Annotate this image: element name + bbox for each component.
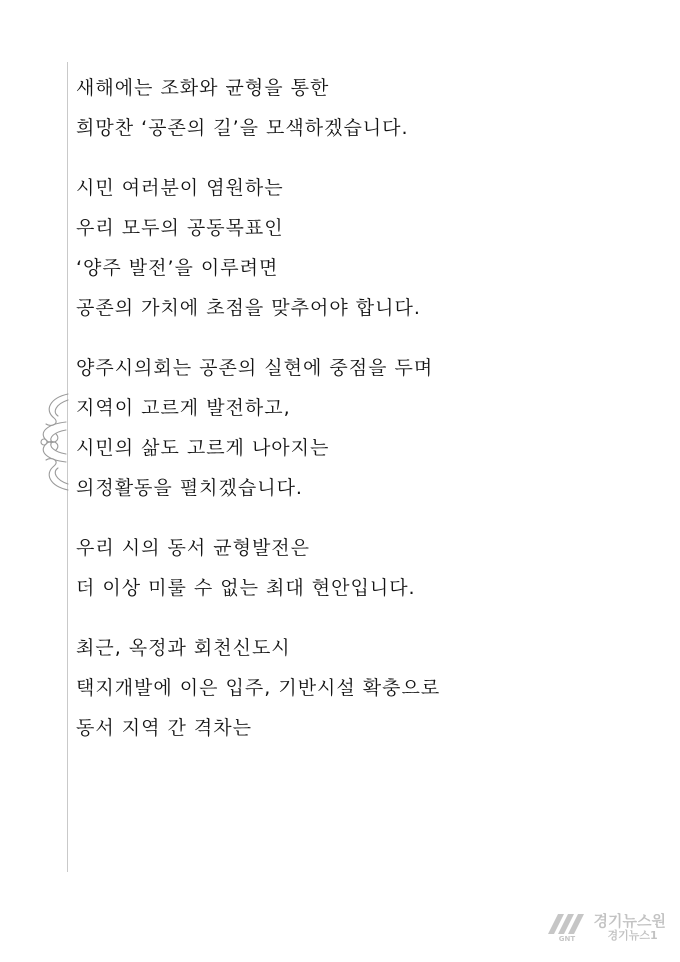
text-line: ‘양주 발전’을 이루려면 <box>76 257 279 279</box>
text-line: 시민 여러분이 염원하는 <box>76 177 284 199</box>
paragraph <box>76 538 636 598</box>
text-line: 희망찬 ‘공존의 길’을 모색하겠습니다. <box>76 117 409 139</box>
watermark-sub: 경기뉴스1 <box>607 928 658 942</box>
text-line: 양주시의회는 공존의 실현에 중점을 두며 <box>76 357 434 379</box>
text-line: 공존의 가치에 초점을 맞추어야 합니다. <box>76 297 421 319</box>
text-line: 지역이 고르게 발전하고, <box>76 397 291 419</box>
watermark-text <box>594 913 666 942</box>
text-line: 최근, 옥정과 회천신도시 <box>76 637 291 659</box>
gnt-logo-icon <box>544 912 590 942</box>
logo-text: GNT <box>558 935 575 942</box>
paragraph <box>76 358 636 498</box>
text-line: 새해에는 조화와 균형을 통한 <box>76 77 330 99</box>
text-line: 더 이상 미룰 수 없는 최대 현안입니다. <box>76 577 416 599</box>
text-line: 우리 시의 동서 균형발전은 <box>76 537 311 559</box>
speech-text <box>76 78 636 778</box>
flourish-ornament-icon <box>30 392 76 492</box>
text-line: 동서 지역 간 격차는 <box>76 717 252 739</box>
paragraph <box>76 178 636 318</box>
text-line: 택지개발에 이은 입주, 기반시설 확충으로 <box>76 677 441 699</box>
text-line: 의정활동을 펼치겠습니다. <box>76 477 303 499</box>
paragraph <box>76 78 636 138</box>
paragraph <box>76 638 636 738</box>
text-line: 우리 모두의 공동목표인 <box>76 217 284 239</box>
watermark-main: 경기뉴스원 <box>593 911 666 930</box>
text-line: 시민의 삶도 고르게 나아지는 <box>76 437 330 459</box>
watermark <box>544 912 666 942</box>
